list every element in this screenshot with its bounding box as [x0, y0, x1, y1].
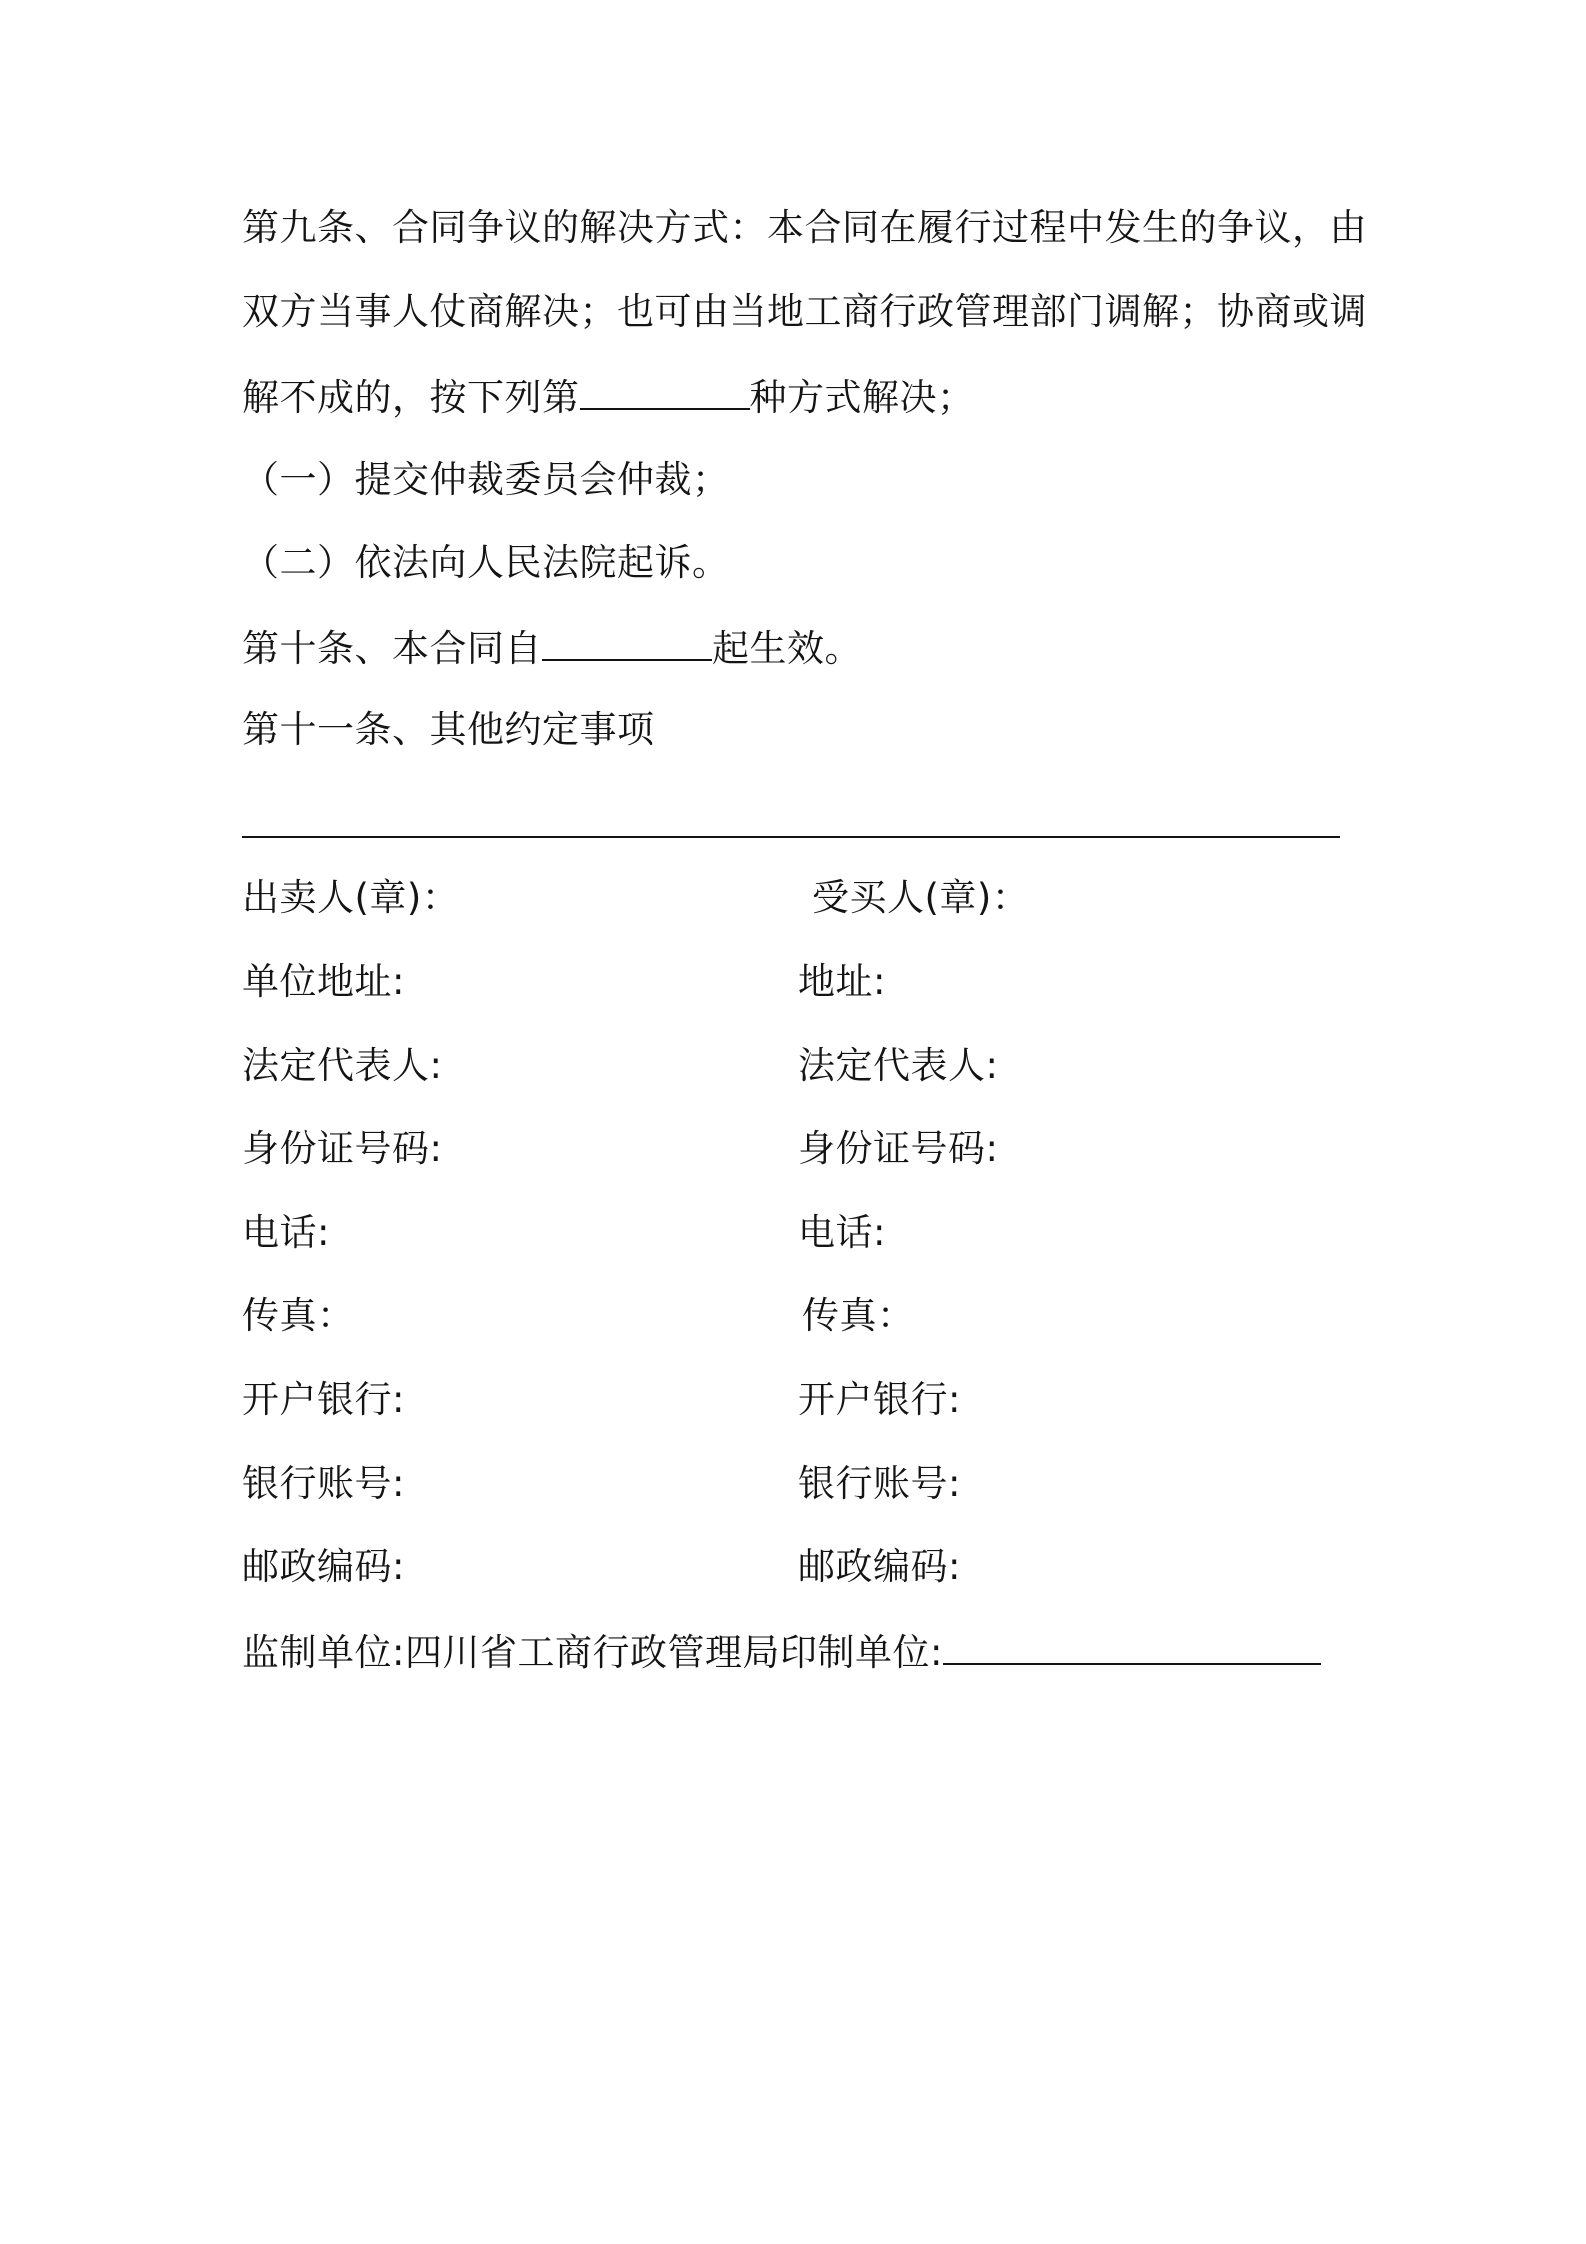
seller-account-label: 银行账号: [242, 1462, 405, 1505]
article11-title: 第十一条、其他约定事项 [242, 708, 655, 751]
article10-before: 第十条、本合同自 [242, 627, 542, 670]
seller-id-number-label: 身份证号码: [242, 1127, 443, 1170]
buyer-account-label: 银行账号: [798, 1462, 961, 1505]
article9-line3-after: 种方式解决； [749, 376, 975, 419]
buyer-seal-label: 受买人(章)： [812, 876, 1030, 919]
buyer-bank-label: 开户银行: [798, 1378, 961, 1421]
effective-date-blank[interactable] [542, 625, 712, 661]
seller-postcode-label: 邮政编码: [242, 1545, 405, 1588]
article9-line2: 双方当事人仗商解决；也可由当地工商行政管理部门调解；协商或调 [242, 290, 1367, 333]
seller-fax-label: 传真： [242, 1294, 355, 1337]
printing-unit-blank[interactable] [943, 1629, 1321, 1665]
article9-line3 [242, 374, 975, 420]
buyer-phone-label: 电话: [798, 1211, 886, 1254]
article10-line [242, 625, 862, 671]
seller-address-label: 单位地址: [242, 960, 405, 1003]
option-court: （二）依法向人民法院起诉。 [242, 541, 730, 584]
method-number-blank[interactable] [580, 374, 750, 410]
seller-phone-label: 电话: [242, 1211, 330, 1254]
buyer-id-number-label: 身份证号码: [798, 1127, 999, 1170]
other-terms-blank-line[interactable] [242, 836, 1340, 838]
option-arbitration: （一）提交仲裁委员会仲裁； [242, 458, 730, 501]
buyer-address-label: 地址: [798, 960, 886, 1003]
seller-bank-label: 开户银行: [242, 1378, 405, 1421]
footer-supervisor-text: 监制单位:四川省工商行政管理局印制单位: [242, 1631, 943, 1674]
buyer-postcode-label: 邮政编码: [798, 1545, 961, 1588]
seller-legal-rep-label: 法定代表人: [242, 1044, 443, 1087]
buyer-fax-label: 传真： [802, 1294, 915, 1337]
footer-supervisor [242, 1629, 1321, 1675]
article9-line3-before: 解不成的，按下列第 [242, 376, 580, 419]
buyer-legal-rep-label: 法定代表人: [798, 1044, 999, 1087]
article9-line1: 第九条、合同争议的解决方式：本合同在履行过程中发生的争议，由 [242, 206, 1367, 249]
seller-seal-label: 出卖人(章)： [242, 876, 460, 919]
article10-after: 起生效。 [712, 627, 862, 670]
